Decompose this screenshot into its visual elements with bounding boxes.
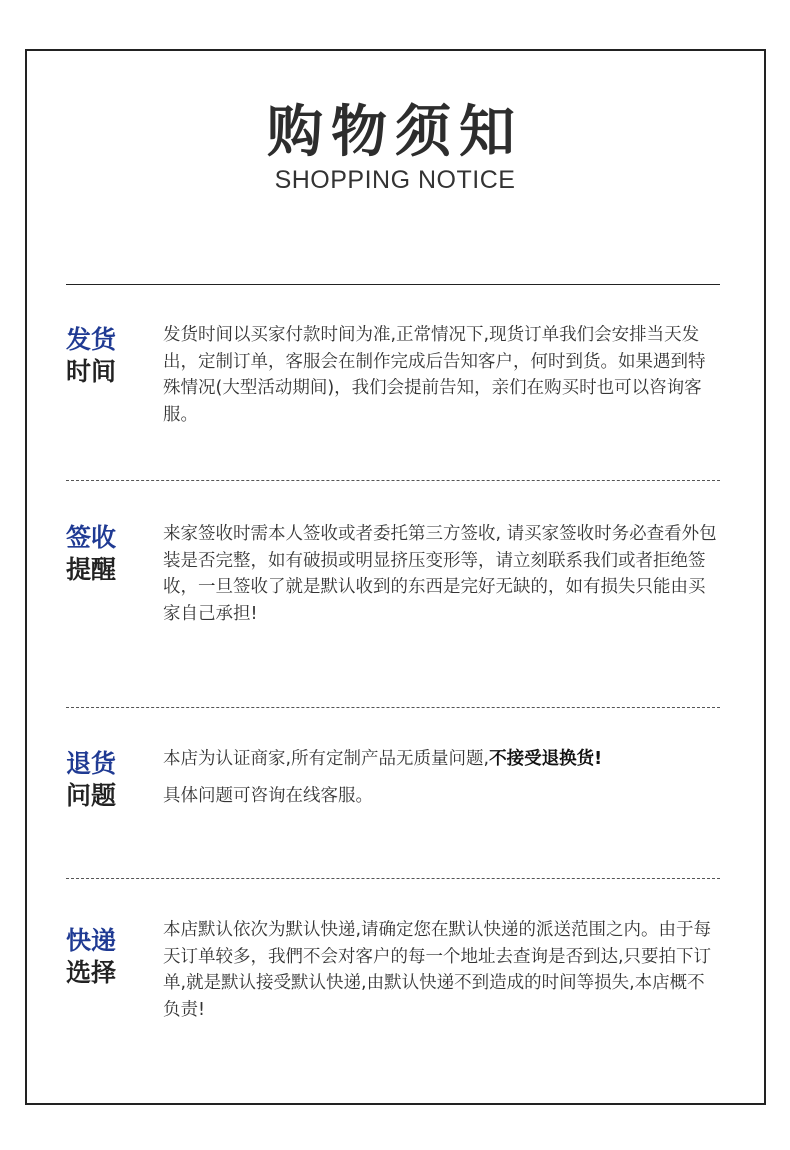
section-label-courier-choice bbox=[66, 925, 130, 989]
section-body-return-policy bbox=[163, 746, 721, 809]
section-label-line1: 签收 bbox=[66, 523, 117, 552]
section-text: 本店默认依次为默认快递,请确定您在默认快递的派送范围之内。由于每天订单较多，我們不会对客户的每一个地址去查询是否到达,只要拍下订单,就是默认接受默认快递,由默认快递不到造成的时间等损失,本店概不负责! bbox=[163, 920, 712, 1020]
page-title: 购物须知 bbox=[267, 100, 523, 165]
section-text: 本店为认证商家,所有定制产品无质量问题, bbox=[163, 749, 490, 769]
section-label-line2: 问题 bbox=[66, 781, 117, 810]
section-label-line1: 快递 bbox=[66, 926, 117, 955]
section-label-line2: 提醒 bbox=[66, 555, 117, 584]
section-body-delivery-reminder bbox=[163, 521, 721, 627]
section-label-line2: 选择 bbox=[66, 958, 117, 987]
section-text: 发货时间以买家付款时间为准,正常情况下,现货订单我们会安排当天发出，定制订单，客服会在制作完成后告知客户，何时到货。如果遇到特殊情况(大型活动期间)，我们会提前告知，亲们在购买时也可以咨询客服。 bbox=[163, 325, 706, 425]
section-divider bbox=[66, 878, 720, 879]
section-body-shipping-time bbox=[163, 322, 721, 428]
section-label-delivery-reminder bbox=[66, 522, 130, 586]
section-text: 来家签收时需本人签收或者委托第三方签收, 请买家签收时务必查看外包装是否完整，如有破损或明显挤压变形等，请立刻联系我们或者拒绝签收，一旦签收了就是默认收到的东西是完好无缺的，如有损失只能由买家自己承担! bbox=[163, 524, 717, 624]
section-label-return-policy bbox=[66, 748, 130, 812]
section-text-secondary: 具体问题可咨询在线客服。 bbox=[163, 785, 373, 806]
section-label-shipping-time bbox=[66, 324, 130, 388]
title-divider bbox=[66, 284, 720, 285]
page-subtitle: SHOPPING NOTICE bbox=[274, 166, 516, 194]
no-return-notice: 不接受退换货! bbox=[489, 749, 603, 769]
section-divider bbox=[66, 707, 720, 708]
section-label-line1: 退货 bbox=[66, 749, 117, 778]
section-body-courier-choice bbox=[163, 917, 721, 1023]
section-label-line2: 时间 bbox=[66, 357, 117, 386]
section-label-line1: 发货 bbox=[66, 325, 117, 354]
section-divider bbox=[66, 480, 720, 481]
